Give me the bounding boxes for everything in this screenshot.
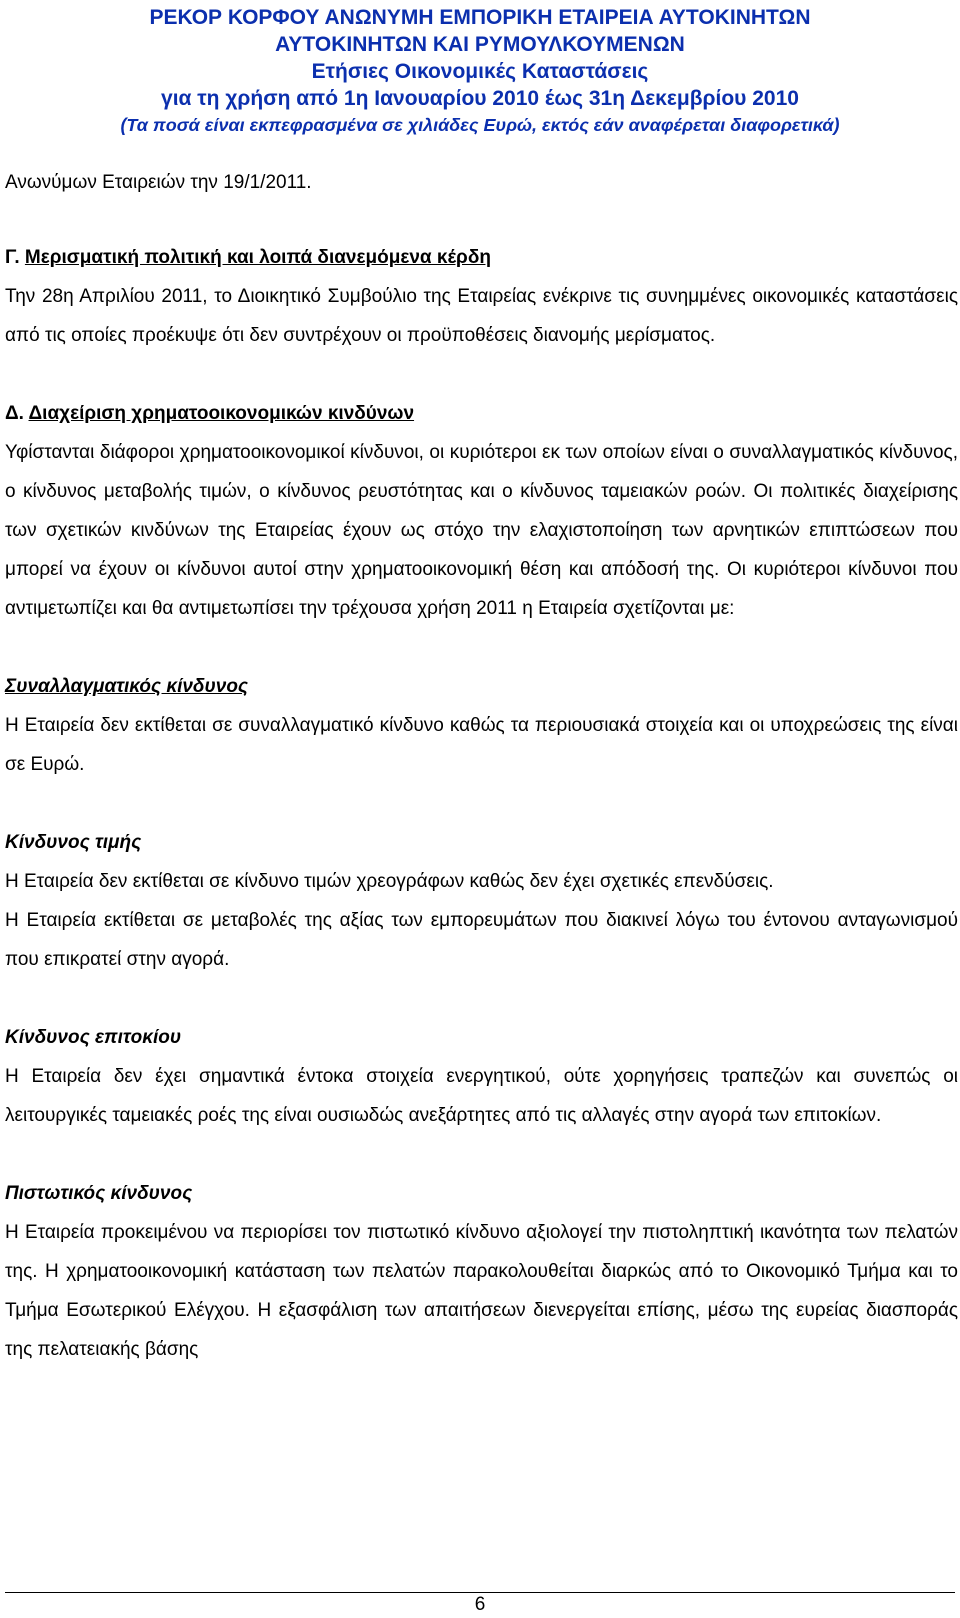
section-d-title: Διαχείριση χρηματοοικονομικών κινδύνων (28, 403, 415, 424)
fx-risk-heading: Συναλλαγματικός κίνδυνος (5, 676, 249, 697)
price-risk-heading: Κίνδυνος τιμής (5, 832, 142, 853)
currency-note: (Τα ποσά είναι εκπεφρασμένα σε χιλιάδες Ευρώ, εκτός εάν αναφέρεται διαφορετικά) (120, 115, 840, 135)
section-g-body: Την 28η Απριλίου 2011, το Διοικητικό Συμβούλιο της Εταιρείας ενέκρινε τις συνημμένες οικονομικές καταστάσεις από τις οποίες προέκυψε ότι δεν συντρέχουν οι προϋποθέσεις διανομής μερίσματος. (5, 286, 958, 346)
intro-text: Ανωνύμων Εταιρειών την 19/1/2011. (5, 172, 312, 193)
statements-title: Ετήσιες Οικονομικές Καταστάσεις (311, 60, 649, 83)
section-d-prefix: Δ. (5, 403, 24, 424)
price-risk-body-1: Η Εταιρεία δεν εκτίθεται σε κίνδυνο τιμών χρεογράφων καθώς δεν έχει σχετικές επενδύσεις. (5, 871, 774, 892)
credit-risk-body: Η Εταιρεία προκειμένου να περιορίσει τον πιστωτικό κίνδυνο αξιολογεί την πιστοληπτική ικανότητα των πελατών της. Η χρηματοοικονομική κατάσταση των πελατών παρακολουθείται διαρκώς από το Οικονομικό Τμήμα και το Τμήμα Εσωτερικού Ελέγχου. Η εξασφάλιση των απαιτήσεων διενεργείται επίσης, μέσω της ευρείας διασποράς της πελατειακής βάσης (5, 1222, 958, 1360)
interest-risk-heading: Κίνδυνος επιτοκίου (5, 1027, 182, 1048)
period-line: για τη χρήση από 1η Ιανουαρίου 2010 έως 31η Δεκεμβρίου 2010 (161, 87, 799, 110)
section-d-body: Υφίστανται διάφοροι χρηματοοικονομικοί κίνδυνοι, οι κυριότεροι εκ των οποίων είναι ο συναλλαγματικός κίνδυνος, ο κίνδυνος μεταβολής τιμών, ο κίνδυνος ρευστότητας και ο κίνδυνος ταμειακών ροών. Οι πολιτικές διαχείρισης των σχετικών κινδύνων της Εταιρείας έχουν ως στόχο την ελαχιστοποίηση των αρνητικών επιπτώσεων που μπορεί να έχουν οι κίνδυνοι αυτοί στην χρηματοοικονομική θέση και απόδοσή της. Οι κυριότεροι κίνδυνοι που αντιμετωπίζει και θα αντιμετωπίσει την τρέχουσα χρήση 2011 η Εταιρεία σχετίζονται με: (5, 442, 958, 619)
section-g-prefix: Γ. (5, 247, 20, 268)
company-name-line-1: ΡΕΚΟΡ ΚΟΡΦΟΥ ΑΝΩΝΥΜΗ ΕΜΠΟΡΙΚΗ ΕΤΑΙΡΕΙΑ ΑΥΤΟΚΙΝΗΤΩΝ (149, 6, 811, 29)
company-name-line-2: ΑΥΤΟΚΙΝΗΤΩΝ ΚΑΙ ΡΥΜΟΥΛΚΟΥΜΕΝΩΝ (275, 33, 685, 56)
fx-risk-body: Η Εταιρεία δεν εκτίθεται σε συναλλαγματικό κίνδυνο καθώς τα περιουσιακά στοιχεία και οι υποχρεώσεις της είναι σε Ευρώ. (5, 715, 958, 775)
section-g-title: Μερισματική πολιτική και λοιπά διανεμόμενα κέρδη (24, 247, 491, 268)
section-d-heading (5, 394, 958, 433)
interest-risk-body: Η Εταιρεία δεν έχει σημαντικά έντοκα στοιχεία ενεργητικού, ούτε χορηγήσεις τραπεζών και συνεπώς οι λειτουργικές ταμειακές ροές της είναι ουσιωδώς ανεξάρτητες από τις αλλαγές στην αγορά των επιτοκίων. (5, 1066, 958, 1126)
section-g-heading (5, 238, 958, 277)
price-risk-body-2: Η Εταιρεία εκτίθεται σε μεταβολές της αξίας των εμπορευμάτων που διακινεί λόγω του έντονου ανταγωνισμού που επικρατεί στην αγορά. (5, 910, 958, 970)
page-number: 6 (474, 1594, 486, 1615)
footer-divider (5, 1592, 955, 1593)
document-body (5, 168, 958, 1369)
credit-risk-heading: Πιστωτικός κίνδυνος (5, 1183, 193, 1204)
document-header (0, 4, 960, 139)
